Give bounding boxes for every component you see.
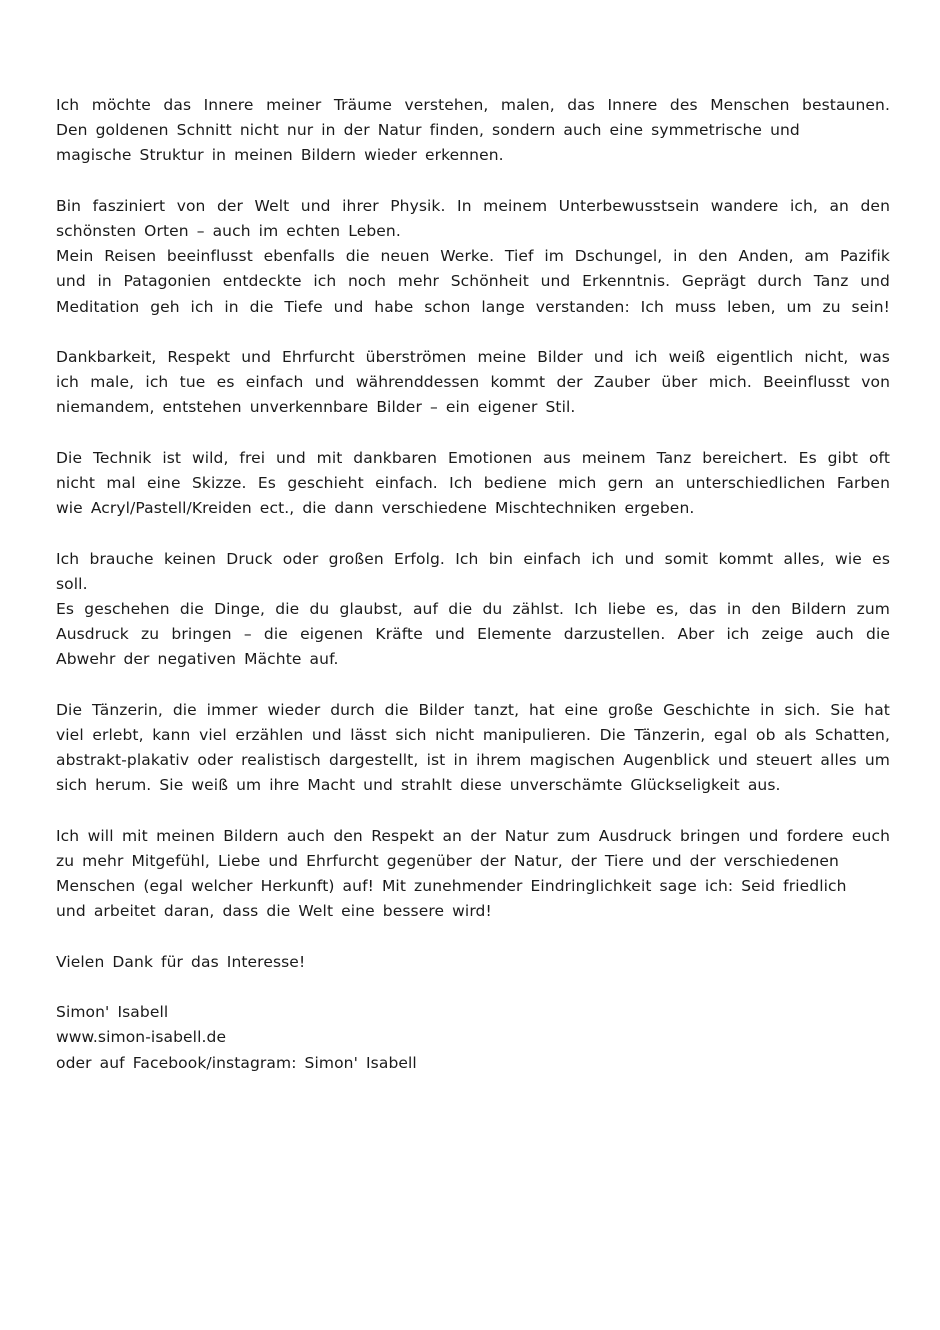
text-line: Die Tänzerin, die immer wieder durch die Bilder tanzt, hat eine große Geschichte in sich. Sie hat <box>56 700 890 719</box>
text-line: und arbeitet daran, dass die Welt eine bessere wird! <box>56 902 492 921</box>
text-line: abstrakt-plakativ oder realistisch dargestellt, ist in ihrem magischen Augenblick und steuert alles um <box>56 751 890 770</box>
text-line: Menschen (egal welcher Herkunft) auf! Mit zunehmender Eindringlichkeit sage ich: Seid friedlich <box>56 877 847 896</box>
text-line: Ich brauche keinen Druck oder großen Erfolg. Ich bin einfach ich und somit kommt alles, wie es <box>56 549 890 568</box>
text-line: schönsten Orten – auch im echten Leben. <box>56 222 401 240</box>
text-line: sich herum. Sie weiß um ihre Macht und strahlt diese unverschämte Glückseligkeit aus. <box>56 776 781 795</box>
text-line: Ausdruck zu bringen – die eigenen Kräfte und Elemente darzustellen. Aber ich zeige auch die <box>56 625 890 644</box>
text-line: Ich möchte das Innere meiner Träume verstehen, malen, das Innere des Menschen bestaunen. <box>56 96 890 114</box>
text-line: Ich will mit meinen Bildern auch den Respekt an der Natur zum Ausdruck bringen und fordere euch <box>56 826 890 845</box>
document-body <box>56 93 890 1076</box>
paragraph-technique <box>56 446 890 522</box>
signature-name: Simon' Isabell <box>56 1003 169 1022</box>
text-line: Es geschehen die Dinge, die du glaubst, auf die du zählst. Ich liebe es, das in den Bildern zum <box>56 600 890 618</box>
text-line: Bin fasziniert von der Welt und ihrer Physik. In meinem Unterbewusstsein wandere ich, an den <box>56 196 890 215</box>
signature-block <box>56 1000 890 1076</box>
text-line: Den goldenen Schnitt nicht nur in der Natur finden, sondern auch eine symmetrische und <box>56 121 800 140</box>
paragraph-gratitude <box>56 345 890 421</box>
website-link[interactable]: www.simon-isabell.de <box>56 1028 227 1047</box>
text-line: magische Struktur in meinen Bildern wieder erkennen. <box>56 146 504 165</box>
social-media-line: oder auf Facebook/instagram: Simon' Isabell <box>56 1053 417 1072</box>
paragraph-physics-travel <box>56 194 890 320</box>
text-line: viel erlebt, kann viel erzählen und lässt sich nicht manipulieren. Die Tänzerin, egal ob als Schatten, <box>56 726 890 744</box>
text-line: ich male, ich tue es einfach und währenddessen kommt der Zauber über mich. Beeinflusst von <box>56 373 890 392</box>
text-line: Abwehr der negativen Mächte auf. <box>56 650 339 669</box>
paragraph-dreams <box>56 93 890 169</box>
paragraph-pressure <box>56 547 890 673</box>
text-line: nicht mal eine Skizze. Es geschieht einfach. Ich bediene mich gern an unterschiedlichen Farben <box>56 474 890 492</box>
text-line: soll. <box>56 574 88 593</box>
text-line: Die Technik ist wild, frei und mit dankbaren Emotionen aus meinem Tanz bereichert. Es gibt oft <box>56 448 890 467</box>
text-line: wie Acryl/Pastell/Kreiden ect., die dann verschiedene Mischtechniken ergeben. <box>56 499 695 518</box>
text-line: Vielen Dank für das Interesse! <box>56 952 306 971</box>
paragraph-dancer <box>56 698 890 799</box>
text-line: Dankbarkeit, Respekt und Ehrfurcht überströmen meine Bilder und ich weiß eigentlich nicht, was <box>56 348 890 366</box>
text-line: und in Patagonien entdeckte ich noch mehr Schönheit und Erkenntnis. Geprägt durch Tanz und <box>56 272 890 291</box>
text-line: Mein Reisen beeinflusst ebenfalls die neuen Werke. Tief im Dschungel, in den Anden, am Pazifik <box>56 247 890 266</box>
text-line: niemandem, entstehen unverkennbare Bilder – ein eigener Stil. <box>56 398 576 417</box>
paragraph-thanks <box>56 950 890 975</box>
text-line: zu mehr Mitgefühl, Liebe und Ehrfurcht gegenüber der Natur, der Tiere und der verschiedenen <box>56 852 839 870</box>
text-line: Meditation geh ich in die Tiefe und habe schon lange verstanden: Ich muss leben, um zu sein! <box>56 297 890 316</box>
paragraph-nature <box>56 824 890 925</box>
